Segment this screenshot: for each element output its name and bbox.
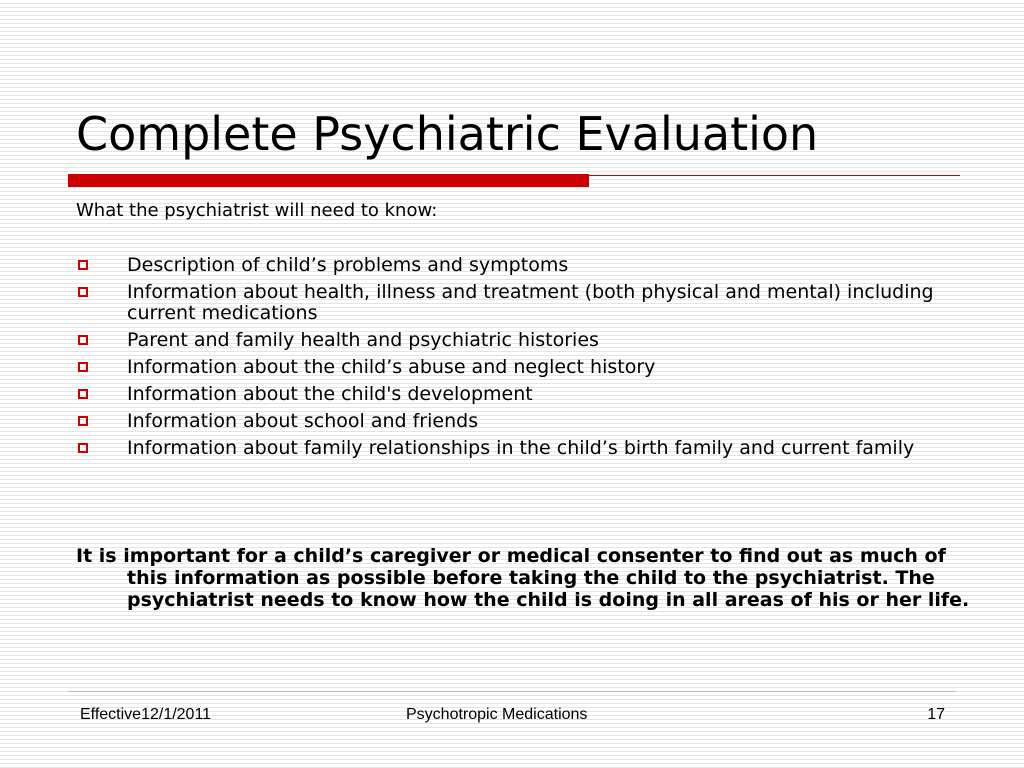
- intro-text: What the psychiatrist will need to know:: [76, 200, 438, 221]
- bullet-item: [76, 357, 946, 378]
- title-underline-thick: [68, 174, 589, 187]
- footer-divider: [68, 691, 956, 692]
- bullet-text: Description of child’s problems and symptoms: [127, 254, 569, 276]
- square-bullet-icon: [78, 443, 88, 453]
- square-bullet-icon: [78, 362, 88, 372]
- bullet-text: Information about health, illness and treatment (both physical and mental) including current medications: [127, 281, 934, 324]
- square-bullet-icon: [78, 260, 88, 270]
- footer-date: Effective12/1/2011: [80, 706, 212, 723]
- square-bullet-icon: [78, 287, 88, 297]
- bullet-text: Information about school and friends: [127, 410, 479, 432]
- bullet-item: [76, 255, 946, 276]
- important-note: It is important for a child’s caregiver or medical consenter to find out as much of this information as possible before taking the child to the psychiatrist. The psychiatrist needs to know how the child is doing in all areas of his or her life.: [76, 545, 970, 611]
- bullet-list: [76, 255, 946, 465]
- square-bullet-icon: [78, 335, 88, 345]
- bullet-item: [76, 282, 946, 324]
- bullet-text: Information about the child's development: [127, 383, 533, 405]
- square-bullet-icon: [78, 416, 88, 426]
- bullet-text: Parent and family health and psychiatric histories: [127, 329, 599, 351]
- bullet-item: [76, 438, 946, 459]
- bullet-item: [76, 384, 946, 405]
- bullet-text: Information about family relationships in the child’s birth family and current family: [127, 437, 915, 459]
- square-bullet-icon: [78, 389, 88, 399]
- bullet-text: Information about the child’s abuse and neglect history: [127, 356, 656, 378]
- title-underline-thin: [589, 175, 960, 176]
- bullet-item: [76, 411, 946, 432]
- bullet-item: [76, 330, 946, 351]
- page-number: 17: [927, 706, 945, 723]
- footer-title: Psychotropic Medications: [406, 706, 588, 723]
- slide-title: Complete Psychiatric Evaluation: [76, 107, 819, 161]
